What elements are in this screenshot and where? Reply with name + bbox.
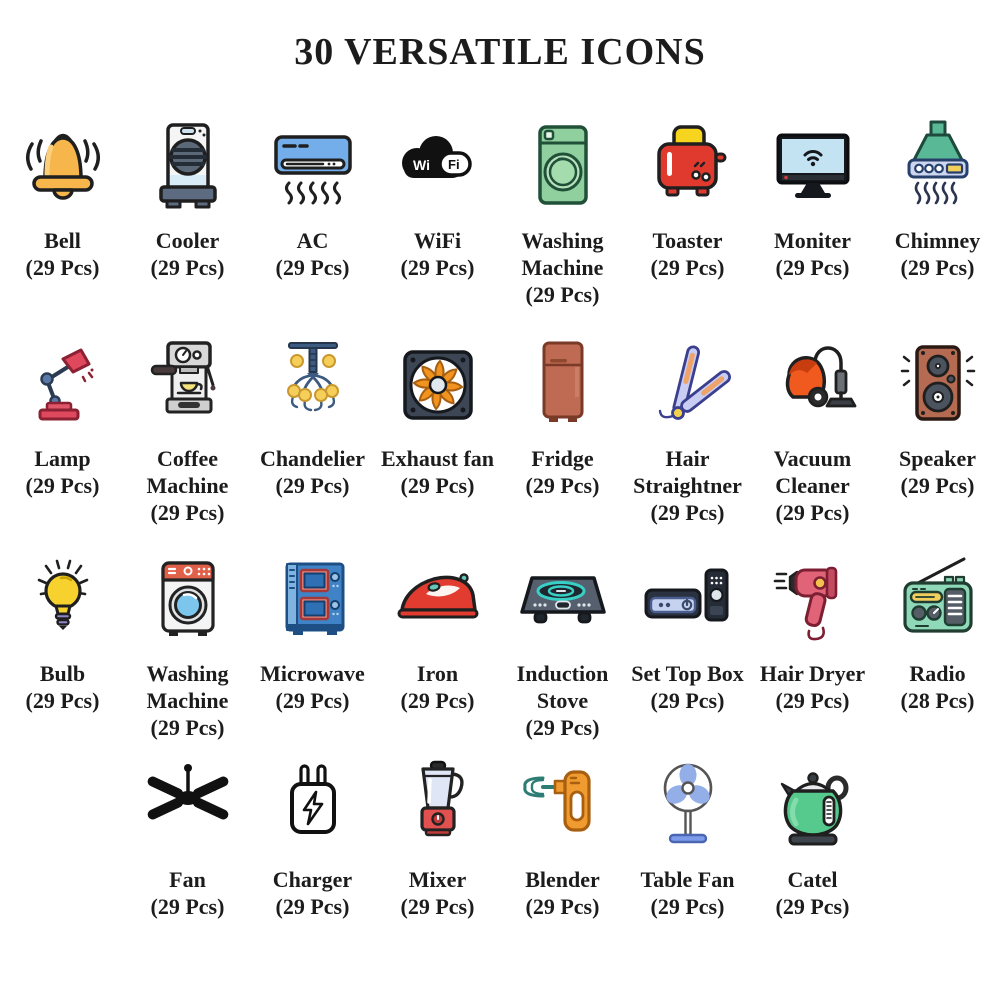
item-count: (29 Pcs)	[400, 894, 475, 920]
item-name: Lamp	[34, 446, 91, 472]
item-count: (29 Pcs)	[900, 473, 975, 499]
grid-row-4	[0, 753, 1000, 921]
item-name: Mixer	[408, 867, 467, 893]
kettle-icon	[763, 753, 863, 859]
item-count: (29 Pcs)	[275, 894, 350, 920]
item-count: (29 Pcs)	[25, 254, 100, 280]
item-name: Hair Dryer	[759, 660, 866, 686]
microwave-icon	[263, 547, 363, 653]
grid-row-2	[0, 332, 1000, 526]
item-name: Table Fan	[640, 867, 735, 893]
item-radio	[875, 547, 1000, 741]
item-chimney	[875, 114, 1000, 308]
item-count: (29 Pcs)	[525, 281, 600, 307]
item-ceiling-fan	[125, 753, 250, 921]
item-count: (29 Pcs)	[150, 254, 225, 280]
item-name: Iron	[416, 660, 459, 686]
item-count: (29 Pcs)	[775, 687, 850, 713]
item-count: (29 Pcs)	[275, 687, 350, 713]
item-name: Induction Stove	[516, 660, 609, 713]
item-count: (29 Pcs)	[275, 254, 350, 280]
ceiling-fan-icon	[138, 753, 238, 859]
item-name: Exhaust fan	[380, 446, 495, 472]
item-monitor	[750, 114, 875, 308]
item-toaster	[625, 114, 750, 308]
bell-icon	[13, 114, 113, 220]
item-coffee-machine	[125, 332, 250, 526]
item-name: Charger	[272, 867, 353, 893]
svg-text:Fi: Fi	[447, 157, 460, 172]
item-count: (29 Pcs)	[400, 473, 475, 499]
fridge-icon	[513, 332, 613, 438]
item-name: AC	[296, 228, 329, 253]
item-front-load-washer	[125, 547, 250, 741]
item-count: (29 Pcs)	[525, 894, 600, 920]
item-ac	[250, 114, 375, 308]
item-mixer	[375, 753, 500, 921]
vacuum-cleaner-icon	[763, 332, 863, 438]
item-count: (29 Pcs)	[525, 473, 600, 499]
item-count: (29 Pcs)	[525, 714, 600, 740]
hair-straightener-icon	[638, 332, 738, 438]
set-top-box-icon	[638, 547, 738, 653]
chimney-icon	[888, 114, 988, 220]
item-count: (29 Pcs)	[650, 500, 725, 526]
item-hair-dryer	[750, 547, 875, 741]
item-count: (29 Pcs)	[900, 254, 975, 280]
item-count: (29 Pcs)	[25, 687, 100, 713]
item-name: Vacuum Cleaner	[773, 446, 852, 499]
item-vacuum-cleaner	[750, 332, 875, 526]
item-count: (29 Pcs)	[400, 687, 475, 713]
item-count: (29 Pcs)	[650, 894, 725, 920]
item-name: Washing Machine	[521, 228, 604, 280]
item-microwave	[250, 547, 375, 741]
toaster-icon	[638, 114, 738, 220]
item-name: Chandelier	[259, 446, 366, 472]
item-induction-stove	[500, 547, 625, 741]
item-hair-straightener	[625, 332, 750, 526]
item-name: Radio	[909, 660, 966, 686]
item-name: Moniter	[774, 228, 851, 253]
hair-dryer-icon	[763, 547, 863, 653]
item-exhaust-fan	[375, 332, 500, 526]
item-count: (29 Pcs)	[650, 687, 725, 713]
induction-stove-icon	[513, 547, 613, 653]
item-name: Hair Straightner	[633, 446, 742, 499]
item-wifi	[375, 114, 500, 308]
item-count: (29 Pcs)	[650, 254, 725, 280]
item-count: (29 Pcs)	[775, 254, 850, 280]
exhaust-fan-icon	[388, 332, 488, 438]
item-name: Toaster	[652, 228, 723, 253]
lamp-icon	[13, 332, 113, 438]
radio-icon	[888, 547, 988, 653]
item-name: Coffee Machine	[146, 446, 229, 499]
item-speaker	[875, 332, 1000, 526]
svg-text:Wi: Wi	[412, 157, 430, 173]
item-name: Speaker	[899, 446, 976, 472]
item-washing-machine	[500, 114, 625, 308]
item-count: (29 Pcs)	[150, 714, 225, 740]
item-count: (29 Pcs)	[775, 500, 850, 526]
item-count: (28 Pcs)	[900, 687, 975, 713]
coffee-machine-icon	[138, 332, 238, 438]
item-set-top-box	[625, 547, 750, 741]
washing-machine-icon	[513, 114, 613, 220]
item-fridge	[500, 332, 625, 526]
speaker-icon	[888, 332, 988, 438]
item-kettle	[750, 753, 875, 921]
ac-icon	[263, 114, 363, 220]
item-name: Bell	[44, 228, 81, 253]
grid-row-3	[0, 547, 1000, 741]
item-name: Blender	[525, 867, 600, 893]
item-cooler	[125, 114, 250, 308]
item-table-fan	[625, 753, 750, 921]
item-bell	[0, 114, 125, 308]
item-charger	[250, 753, 375, 921]
iron-icon	[388, 547, 488, 653]
item-bulb	[0, 547, 125, 741]
item-name: Cooler	[155, 228, 220, 253]
cooler-icon	[138, 114, 238, 220]
bulb-icon	[13, 547, 113, 653]
grid-row-1	[0, 114, 1000, 308]
item-count: (29 Pcs)	[150, 894, 225, 920]
blender-icon	[513, 753, 613, 859]
item-name: Chimney	[894, 228, 981, 253]
item-name: Catel	[787, 867, 838, 893]
front-load-washer-icon	[138, 547, 238, 653]
item-blender	[500, 753, 625, 921]
item-count: (29 Pcs)	[275, 473, 350, 499]
item-name: Bulb	[39, 660, 86, 686]
item-name: Microwave	[260, 660, 365, 686]
item-name: WiFi	[413, 228, 462, 253]
table-fan-icon	[638, 753, 738, 859]
item-iron	[375, 547, 500, 741]
mixer-icon	[388, 753, 488, 859]
item-count: (29 Pcs)	[775, 894, 850, 920]
charger-icon	[263, 753, 363, 859]
item-count: (29 Pcs)	[400, 254, 475, 280]
item-chandelier	[250, 332, 375, 526]
item-name: Washing Machine	[146, 660, 229, 713]
item-count: (29 Pcs)	[25, 473, 100, 499]
wifi-icon	[388, 114, 488, 220]
item-name: Fan	[169, 867, 206, 893]
chandelier-icon	[263, 332, 363, 438]
item-name: Fridge	[531, 446, 594, 472]
item-lamp	[0, 332, 125, 526]
item-name: Set Top Box	[631, 660, 744, 686]
monitor-icon	[763, 114, 863, 220]
icon-grid	[0, 114, 1000, 921]
poster-title: 30 VERSATILE ICONS	[294, 31, 706, 73]
item-count: (29 Pcs)	[150, 500, 225, 526]
